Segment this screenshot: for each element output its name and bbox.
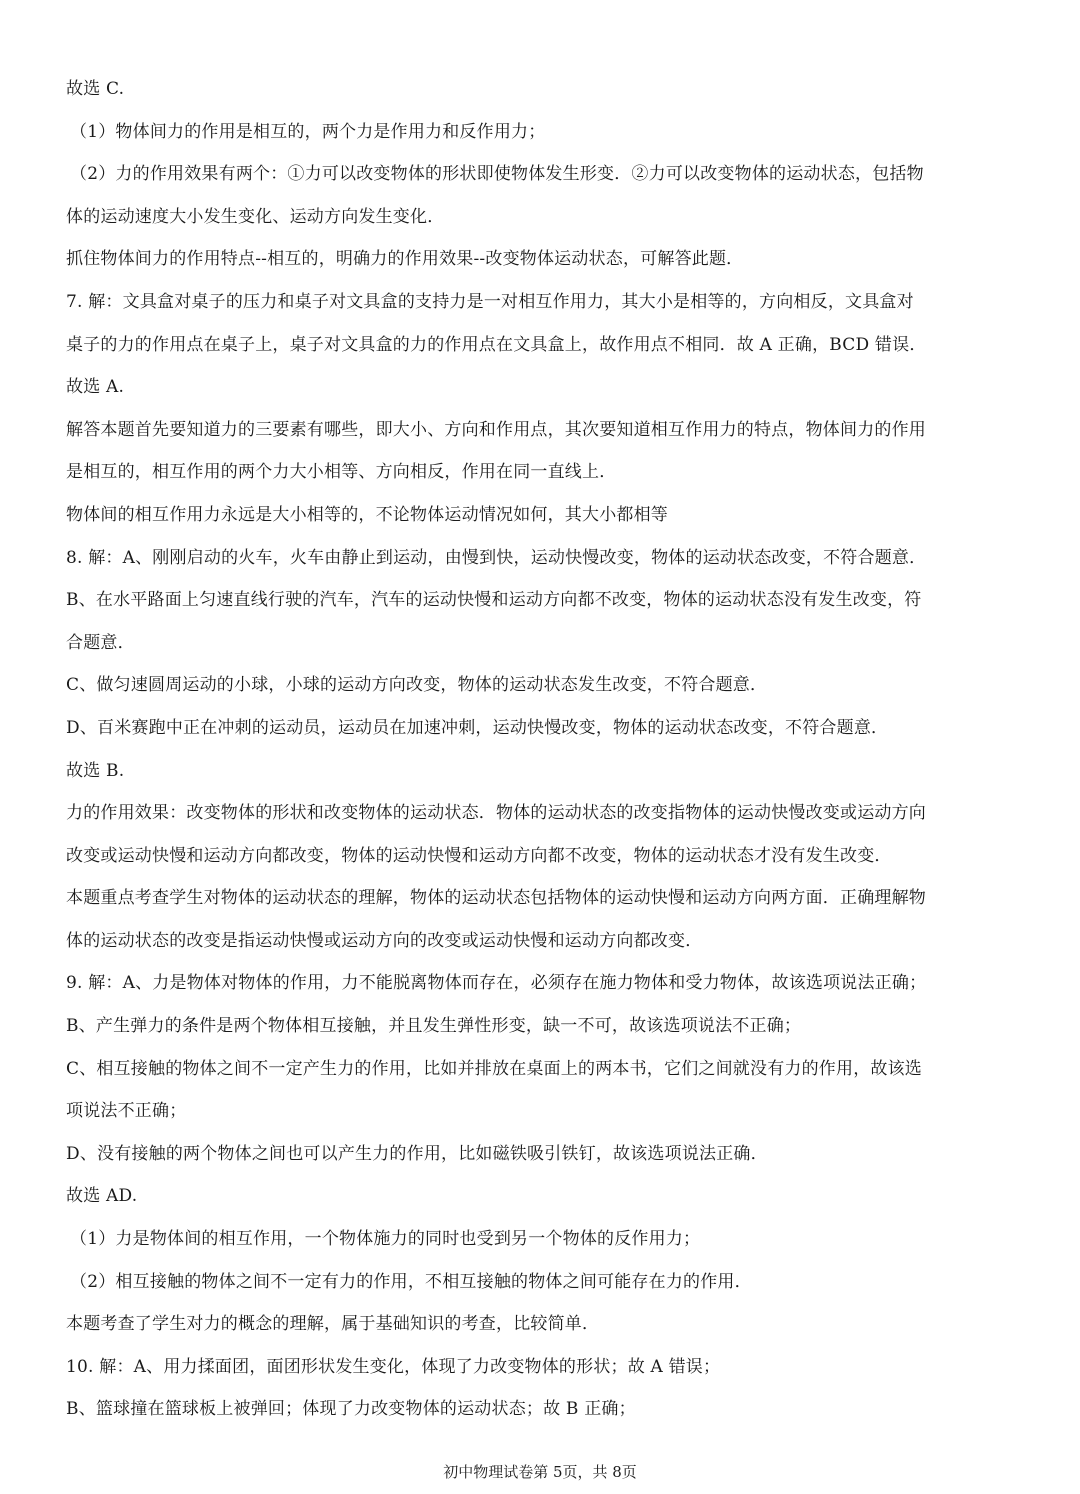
text-line: C、相互接触的物体之间不一定产生力的作用，比如并排放在桌面上的两本书，它们之间就没有力的作用，故该选	[66, 1058, 923, 1079]
text-line: D、没有接触的两个物体之间也可以产生力的作用，比如磁铁吸引铁钉，故该选项说法正确．	[66, 1143, 768, 1164]
text-line: 10. 解：A、用力揉面团，面团形状发生变化，体现了力改变物体的形状；故 A 错误；	[66, 1356, 721, 1377]
text-line: 解答本题首先要知道力的三要素有哪些，即大小、方向和作用点，其次要知道相互作用力的特点，物体间力的作用	[66, 419, 926, 440]
text-line: 体的运动速度大小发生变化、运动方向发生变化．	[66, 206, 445, 227]
text-line: 改变或运动快慢和运动方向都改变，物体的运动快慢和运动方向都不改变，物体的运动状态才没有发生改变．	[66, 845, 892, 866]
text-line: 项说法不正确；	[66, 1101, 187, 1122]
text-line: B、产生弹力的条件是两个物体相互接触，并且发生弹性形变，缺一不可，故该选项说法不正确；	[66, 1016, 802, 1037]
text-line: 故选 AD.	[66, 1186, 138, 1207]
text-line: 力的作用效果：改变物体的形状和改变物体的运动状态．物体的运动状态的改变指物体的运动快慢改变或运动方向	[66, 803, 926, 824]
text-line: B、篮球撞在篮球板上被弹回；体现了力改变物体的运动状态；故 B 正确；	[66, 1399, 636, 1420]
text-line: （1）物体间力的作用是相互的，两个力是作用力和反作用力；	[70, 121, 546, 142]
text-line: 物体间的相互作用力永远是大小相等的，不论物体运动情况如何，其大小都相等	[66, 504, 668, 525]
text-line: 8. 解：A、刚刚启动的火车，火车由静止到运动，由慢到快，运动快慢改变，物体的运动状态改变，不符合题意．	[66, 547, 927, 568]
text-line: D、百米赛跑中正在冲刺的运动员，运动员在加速冲刺，运动快慢改变，物体的运动状态改变，不符合题意．	[66, 717, 889, 738]
document-body	[66, 68, 1026, 1431]
text-line: 故选 B.	[66, 760, 125, 781]
text-line: 本题考查了学生对力的概念的理解，属于基础知识的考查，比较简单．	[66, 1314, 600, 1335]
text-line: 是相互的，相互作用的两个力大小相等、方向相反，作用在同一直线上．	[66, 462, 617, 483]
text-line: （1）力是物体间的相互作用，一个物体施力的同时也受到另一个物体的反作用力；	[70, 1229, 701, 1250]
page-footer: 初中物理试卷第 5页，共 8页	[443, 1463, 637, 1481]
text-line: 故选 A.	[66, 377, 125, 398]
text-line: 本题重点考查学生对物体的运动状态的理解，物体的运动状态包括物体的运动快慢和运动方向两方面．正确理解物	[66, 888, 926, 909]
text-line: （2）力的作用效果有两个：①力可以改变物体的形状即使物体发生形变．②力可以改变物体的运动状态，包括物	[70, 164, 924, 185]
text-line: 7. 解：文具盒对桌子的压力和桌子对文具盒的支持力是一对相互作用力，其大小是相等的，方向相反，文具盒对	[66, 291, 914, 312]
text-line: B、在水平路面上匀速直线行驶的汽车，汽车的运动快慢和运动方向都不改变，物体的运动状态没有发生改变，符	[66, 590, 922, 611]
text-line: 体的运动状态的改变是指运动快慢或运动方向的改变或运动快慢和运动方向都改变．	[66, 930, 703, 951]
text-line: 抓住物体间力的作用特点--相互的，明确力的作用效果--改变物体运动状态，可解答此题．	[66, 249, 744, 270]
text-line: 故选 C.	[66, 79, 125, 99]
text-line: C、做匀速圆周运动的小球，小球的运动方向改变，物体的运动状态发生改变，不符合题意．	[66, 675, 768, 696]
text-line: 9. 解：A、力是物体对物体的作用，力不能脱离物体而存在，必须存在施力物体和受力物体，故该选项说法正确；	[66, 973, 927, 994]
text-line: 桌子的力的作用点在桌子上，桌子对文具盒的力的作用点在文具盒上，故作用点不相同．故 A 正确，BCD 错误．	[66, 334, 927, 355]
text-line: （2）相互接触的物体之间不一定有力的作用，不相互接触的物体之间可能存在力的作用．	[70, 1271, 752, 1292]
text-line: 合题意．	[66, 632, 135, 653]
